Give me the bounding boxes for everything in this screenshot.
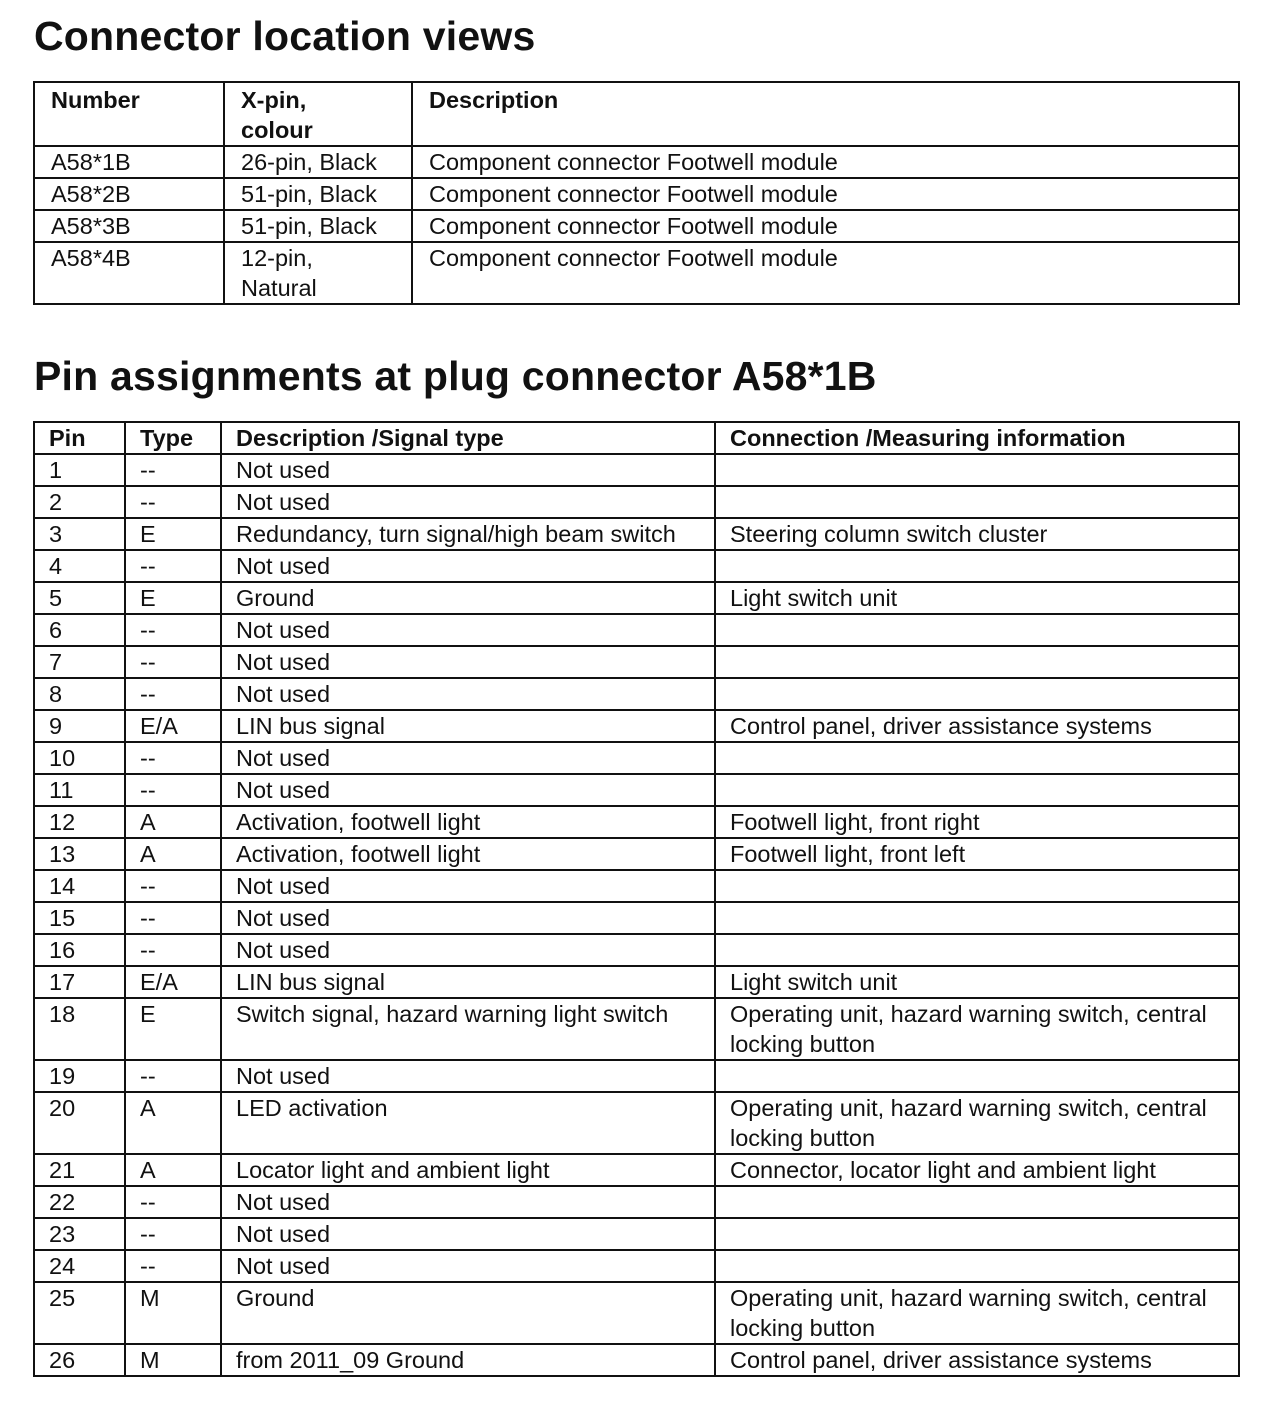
table-row bbox=[34, 1060, 1239, 1092]
cell-type: -- bbox=[125, 1250, 221, 1282]
cell-pin: 13 bbox=[34, 838, 125, 870]
cell-desc: Not used bbox=[221, 486, 715, 518]
pin-assignment-table bbox=[33, 421, 1240, 1377]
cell-type: E/A bbox=[125, 710, 221, 742]
table-row bbox=[34, 454, 1239, 486]
table-header-row bbox=[34, 82, 1239, 146]
table-row bbox=[34, 870, 1239, 902]
cell-desc: Activation, footwell light bbox=[221, 838, 715, 870]
cell-conn: Operating unit, hazard warning switch, central locking button bbox=[715, 998, 1239, 1060]
table-row bbox=[34, 646, 1239, 678]
cell-pin: 21 bbox=[34, 1154, 125, 1186]
table-row bbox=[34, 710, 1239, 742]
cell-desc: from 2011_09 Ground bbox=[221, 1344, 715, 1376]
table-row bbox=[34, 146, 1239, 178]
table-row bbox=[34, 1154, 1239, 1186]
cell-description: Component connector Footwell module bbox=[412, 146, 1239, 178]
cell-number: A58*2B bbox=[34, 178, 224, 210]
cell-conn bbox=[715, 742, 1239, 774]
cell-desc: Not used bbox=[221, 742, 715, 774]
column-header-description-signal-type: Description /Signal type bbox=[221, 422, 715, 454]
cell-desc: Not used bbox=[221, 1250, 715, 1282]
cell-type: A bbox=[125, 806, 221, 838]
cell-type: -- bbox=[125, 1186, 221, 1218]
cell-type: A bbox=[125, 838, 221, 870]
cell-type: -- bbox=[125, 678, 221, 710]
cell-desc: Not used bbox=[221, 902, 715, 934]
table-row bbox=[34, 838, 1239, 870]
table-row bbox=[34, 614, 1239, 646]
table-row bbox=[34, 998, 1239, 1060]
pin-assignment-table-body bbox=[34, 454, 1239, 1376]
cell-pin: 24 bbox=[34, 1250, 125, 1282]
table-row bbox=[34, 178, 1239, 210]
cell-type: -- bbox=[125, 774, 221, 806]
cell-pin: 9 bbox=[34, 710, 125, 742]
connector-location-views-heading: Connector location views bbox=[34, 13, 536, 59]
cell-desc: Ground bbox=[221, 582, 715, 614]
cell-conn bbox=[715, 646, 1239, 678]
cell-xpin: 51-pin, Black bbox=[224, 210, 412, 242]
table-row bbox=[34, 1282, 1239, 1344]
cell-conn bbox=[715, 454, 1239, 486]
cell-desc: Activation, footwell light bbox=[221, 806, 715, 838]
cell-pin: 2 bbox=[34, 486, 125, 518]
cell-conn bbox=[715, 870, 1239, 902]
cell-conn bbox=[715, 774, 1239, 806]
column-header-type: Type bbox=[125, 422, 221, 454]
cell-conn bbox=[715, 486, 1239, 518]
cell-pin: 11 bbox=[34, 774, 125, 806]
table-row bbox=[34, 774, 1239, 806]
cell-desc: Ground bbox=[221, 1282, 715, 1344]
cell-desc: Not used bbox=[221, 614, 715, 646]
column-header-description: Description bbox=[412, 82, 1239, 146]
cell-pin: 10 bbox=[34, 742, 125, 774]
cell-conn: Steering column switch cluster bbox=[715, 518, 1239, 550]
cell-desc: Not used bbox=[221, 1186, 715, 1218]
cell-pin: 26 bbox=[34, 1344, 125, 1376]
cell-pin: 25 bbox=[34, 1282, 125, 1344]
connector-location-table bbox=[33, 81, 1240, 305]
pin-assignments-heading: Pin assignments at plug connector A58*1B bbox=[34, 353, 877, 399]
cell-pin: 12 bbox=[34, 806, 125, 838]
cell-conn: Control panel, driver assistance systems bbox=[715, 1344, 1239, 1376]
cell-desc: Not used bbox=[221, 774, 715, 806]
cell-conn: Operating unit, hazard warning switch, central locking button bbox=[715, 1092, 1239, 1154]
column-header-pin: Pin bbox=[34, 422, 125, 454]
cell-type: -- bbox=[125, 1060, 221, 1092]
cell-desc: Locator light and ambient light bbox=[221, 1154, 715, 1186]
cell-pin: 4 bbox=[34, 550, 125, 582]
table-row bbox=[34, 678, 1239, 710]
cell-conn: Footwell light, front right bbox=[715, 806, 1239, 838]
cell-conn bbox=[715, 934, 1239, 966]
cell-desc: Not used bbox=[221, 1060, 715, 1092]
cell-pin: 8 bbox=[34, 678, 125, 710]
cell-conn: Connector, locator light and ambient light bbox=[715, 1154, 1239, 1186]
cell-description: Component connector Footwell module bbox=[412, 242, 1239, 304]
cell-desc: Not used bbox=[221, 454, 715, 486]
cell-number: A58*1B bbox=[34, 146, 224, 178]
cell-type: -- bbox=[125, 454, 221, 486]
cell-conn: Footwell light, front left bbox=[715, 838, 1239, 870]
cell-desc: Not used bbox=[221, 550, 715, 582]
table-row bbox=[34, 902, 1239, 934]
table-row bbox=[34, 1186, 1239, 1218]
cell-pin: 17 bbox=[34, 966, 125, 998]
cell-conn bbox=[715, 1218, 1239, 1250]
cell-desc: Not used bbox=[221, 934, 715, 966]
cell-desc: Not used bbox=[221, 870, 715, 902]
column-header-number: Number bbox=[34, 82, 224, 146]
cell-pin: 18 bbox=[34, 998, 125, 1060]
table-row bbox=[34, 518, 1239, 550]
cell-conn bbox=[715, 902, 1239, 934]
cell-number: A58*3B bbox=[34, 210, 224, 242]
table-row bbox=[34, 242, 1239, 304]
cell-number: A58*4B bbox=[34, 242, 224, 304]
cell-conn bbox=[715, 1186, 1239, 1218]
cell-desc: Redundancy, turn signal/high beam switch bbox=[221, 518, 715, 550]
cell-type: E bbox=[125, 998, 221, 1060]
table-row bbox=[34, 1218, 1239, 1250]
cell-pin: 16 bbox=[34, 934, 125, 966]
cell-pin: 7 bbox=[34, 646, 125, 678]
cell-pin: 3 bbox=[34, 518, 125, 550]
table-row bbox=[34, 742, 1239, 774]
cell-desc: Switch signal, hazard warning light switch bbox=[221, 998, 715, 1060]
cell-pin: 15 bbox=[34, 902, 125, 934]
cell-conn bbox=[715, 678, 1239, 710]
cell-type: A bbox=[125, 1154, 221, 1186]
cell-desc: Not used bbox=[221, 1218, 715, 1250]
cell-type: -- bbox=[125, 934, 221, 966]
table-row bbox=[34, 1344, 1239, 1376]
cell-type: -- bbox=[125, 550, 221, 582]
cell-description: Component connector Footwell module bbox=[412, 178, 1239, 210]
cell-pin: 19 bbox=[34, 1060, 125, 1092]
cell-pin: 20 bbox=[34, 1092, 125, 1154]
cell-type: -- bbox=[125, 870, 221, 902]
cell-type: -- bbox=[125, 614, 221, 646]
table-row bbox=[34, 934, 1239, 966]
table-header-row bbox=[34, 422, 1239, 454]
table-row bbox=[34, 1250, 1239, 1282]
cell-pin: 5 bbox=[34, 582, 125, 614]
column-header-xpin-colour: X-pin, colour bbox=[224, 82, 412, 146]
cell-desc: LIN bus signal bbox=[221, 710, 715, 742]
cell-type: E bbox=[125, 582, 221, 614]
table-row bbox=[34, 966, 1239, 998]
cell-pin: 23 bbox=[34, 1218, 125, 1250]
cell-desc: LIN bus signal bbox=[221, 966, 715, 998]
cell-xpin: 26-pin, Black bbox=[224, 146, 412, 178]
table-row bbox=[34, 210, 1239, 242]
table-row bbox=[34, 1092, 1239, 1154]
cell-type: -- bbox=[125, 646, 221, 678]
cell-type: -- bbox=[125, 902, 221, 934]
cell-pin: 22 bbox=[34, 1186, 125, 1218]
table-row bbox=[34, 486, 1239, 518]
cell-pin: 14 bbox=[34, 870, 125, 902]
cell-conn: Control panel, driver assistance systems bbox=[715, 710, 1239, 742]
cell-conn bbox=[715, 614, 1239, 646]
cell-type: M bbox=[125, 1282, 221, 1344]
table-row bbox=[34, 582, 1239, 614]
cell-conn: Operating unit, hazard warning switch, central locking button bbox=[715, 1282, 1239, 1344]
cell-pin: 1 bbox=[34, 454, 125, 486]
cell-type: E bbox=[125, 518, 221, 550]
cell-type: E/A bbox=[125, 966, 221, 998]
cell-xpin: 12-pin, Natural bbox=[224, 242, 412, 304]
cell-conn: Light switch unit bbox=[715, 582, 1239, 614]
connector-location-table-body bbox=[34, 146, 1239, 304]
cell-conn: Light switch unit bbox=[715, 966, 1239, 998]
cell-type: A bbox=[125, 1092, 221, 1154]
cell-xpin: 51-pin, Black bbox=[224, 178, 412, 210]
cell-desc: Not used bbox=[221, 646, 715, 678]
cell-type: -- bbox=[125, 742, 221, 774]
table-row bbox=[34, 550, 1239, 582]
cell-conn bbox=[715, 1060, 1239, 1092]
cell-type: M bbox=[125, 1344, 221, 1376]
cell-conn bbox=[715, 550, 1239, 582]
cell-desc: Not used bbox=[221, 678, 715, 710]
column-header-connection-measuring-info: Connection /Measuring information bbox=[715, 422, 1239, 454]
cell-conn bbox=[715, 1250, 1239, 1282]
cell-pin: 6 bbox=[34, 614, 125, 646]
cell-desc: LED activation bbox=[221, 1092, 715, 1154]
cell-type: -- bbox=[125, 1218, 221, 1250]
cell-description: Component connector Footwell module bbox=[412, 210, 1239, 242]
cell-type: -- bbox=[125, 486, 221, 518]
table-row bbox=[34, 806, 1239, 838]
